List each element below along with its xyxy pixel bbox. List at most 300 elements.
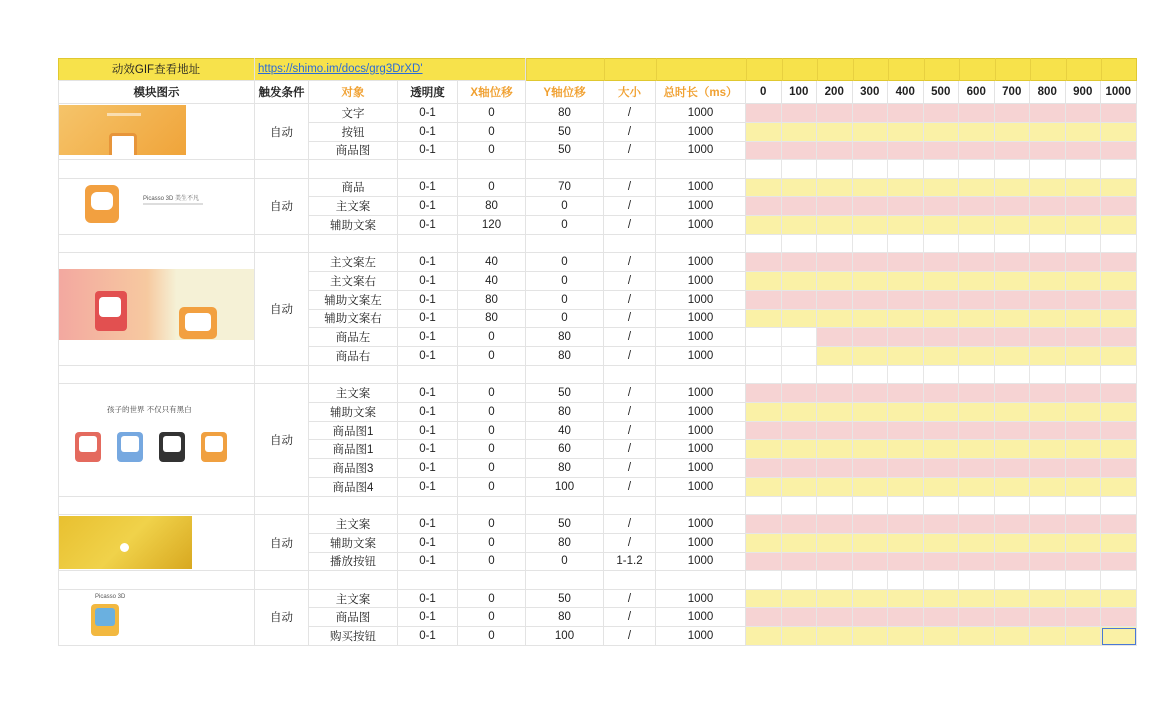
timeline-cell[interactable] [1066,123,1102,142]
timeline-cell[interactable] [817,347,853,366]
timeline-cell[interactable] [782,142,818,161]
timeline-cell[interactable] [782,235,818,253]
timeline-cell[interactable] [853,478,889,497]
cell-y-offset[interactable]: 50 [526,142,604,161]
cell-y-offset[interactable]: 80 [526,347,604,366]
cell-duration[interactable]: 1000 [656,347,746,366]
timeline-cell[interactable] [746,534,782,553]
timeline-cell[interactable] [959,310,995,329]
timeline-cell[interactable] [853,216,889,235]
timeline-cell[interactable] [924,253,960,272]
timeline-cell[interactable] [1030,515,1066,534]
timeline-cell[interactable] [995,440,1031,459]
cell-x-offset[interactable]: 0 [458,534,526,553]
timeline-cell[interactable] [1030,104,1066,123]
cell-opacity[interactable]: 0-1 [398,384,458,403]
timeline-cell[interactable] [853,142,889,161]
timeline-cell[interactable] [924,123,960,142]
timeline-cell[interactable] [853,553,889,572]
timeline-cell[interactable] [1066,142,1102,161]
cell-duration[interactable]: 1000 [656,123,746,142]
timeline-cell[interactable] [817,553,853,572]
timeline-cell[interactable] [853,608,889,627]
cell-size[interactable]: / [604,347,656,366]
timeline-cell[interactable] [1030,310,1066,329]
timeline-cell[interactable] [995,272,1031,291]
cell-x-offset[interactable]: 0 [458,403,526,422]
cell-y-offset[interactable]: 80 [526,608,604,627]
timeline-cell[interactable] [782,608,818,627]
timeline-cell[interactable] [924,534,960,553]
cell-duration[interactable]: 1000 [656,142,746,161]
cell-y-offset[interactable]: 80 [526,328,604,347]
timeline-cell[interactable] [746,608,782,627]
timeline-cell[interactable] [1101,104,1137,123]
timeline-cell[interactable] [959,160,995,178]
timeline-cell[interactable] [817,197,853,216]
timeline-cell[interactable] [959,179,995,198]
cell-size[interactable]: 1-1.2 [604,553,656,572]
timeline-cell[interactable] [959,291,995,310]
timeline-cell[interactable] [1066,291,1102,310]
cell-size[interactable]: / [604,216,656,235]
timeline-cell[interactable] [959,422,995,441]
timeline-cell[interactable] [924,216,960,235]
timeline-cell[interactable] [853,179,889,198]
timeline-cell[interactable] [1101,123,1137,142]
timeline-cell[interactable] [1066,384,1102,403]
timeline-cell[interactable] [995,253,1031,272]
timeline-cell[interactable] [888,366,924,384]
timeline-cell[interactable] [1066,497,1102,515]
timeline-cell[interactable] [1030,478,1066,497]
timeline-cell[interactable] [959,366,995,384]
cell-size[interactable]: / [604,478,656,497]
timeline-cell[interactable] [817,627,853,646]
timeline-cell[interactable] [782,497,818,515]
timeline-cell[interactable] [782,553,818,572]
timeline-cell[interactable] [1101,328,1137,347]
timeline-cell[interactable] [782,590,818,609]
timeline-cell[interactable] [817,403,853,422]
cell-opacity[interactable]: 0-1 [398,403,458,422]
cell-size[interactable]: / [604,328,656,347]
timeline-cell[interactable] [1030,347,1066,366]
timeline-cell[interactable] [924,497,960,515]
cell-size[interactable]: / [604,384,656,403]
timeline-cell[interactable] [924,608,960,627]
timeline-cell[interactable] [888,627,924,646]
timeline-cell[interactable] [924,179,960,198]
timeline-cell[interactable] [1101,179,1137,198]
timeline-cell[interactable] [924,366,960,384]
timeline-cell[interactable] [746,142,782,161]
timeline-cell[interactable] [1101,235,1137,253]
timeline-cell[interactable] [782,123,818,142]
timeline-cell[interactable] [853,571,889,589]
timeline-cell[interactable] [1066,104,1102,123]
timeline-cell[interactable] [782,627,818,646]
timeline-cell[interactable] [995,403,1031,422]
cell-opacity[interactable]: 0-1 [398,328,458,347]
cell-opacity[interactable]: 0-1 [398,534,458,553]
cell-object[interactable]: 商品图 [309,142,398,161]
timeline-cell[interactable] [888,478,924,497]
timeline-cell[interactable] [746,291,782,310]
cell-opacity[interactable]: 0-1 [398,142,458,161]
timeline-cell[interactable] [888,515,924,534]
cell-size[interactable]: / [604,310,656,329]
cell-x-offset[interactable]: 0 [458,142,526,161]
timeline-cell[interactable] [853,459,889,478]
timeline-cell[interactable] [995,590,1031,609]
cell-object[interactable]: 商品 [309,179,398,198]
cell-opacity[interactable]: 0-1 [398,104,458,123]
timeline-cell[interactable] [959,253,995,272]
timeline-cell[interactable] [853,328,889,347]
cell-opacity[interactable]: 0-1 [398,291,458,310]
cell-x-offset[interactable]: 120 [458,216,526,235]
timeline-cell[interactable] [817,478,853,497]
cell-object[interactable]: 主文案右 [309,272,398,291]
timeline-cell[interactable] [959,197,995,216]
timeline-cell[interactable] [1030,160,1066,178]
timeline-cell[interactable] [853,104,889,123]
cell-object[interactable]: 辅助文案左 [309,291,398,310]
timeline-cell[interactable] [924,478,960,497]
timeline-cell[interactable] [1030,253,1066,272]
timeline-cell[interactable] [1101,366,1137,384]
cell-duration[interactable]: 1000 [656,291,746,310]
timeline-cell[interactable] [1066,459,1102,478]
cell-y-offset[interactable]: 0 [526,253,604,272]
cell-x-offset[interactable]: 80 [458,197,526,216]
cell-opacity[interactable]: 0-1 [398,478,458,497]
timeline-cell[interactable] [1030,123,1066,142]
timeline-cell[interactable] [1030,534,1066,553]
timeline-cell[interactable] [817,310,853,329]
timeline-cell[interactable] [1101,142,1137,161]
timeline-cell[interactable] [1101,608,1137,627]
timeline-cell[interactable] [1066,216,1102,235]
timeline-cell[interactable] [924,571,960,589]
cell-x-offset[interactable]: 0 [458,478,526,497]
timeline-cell[interactable] [995,534,1031,553]
cell-duration[interactable]: 1000 [656,253,746,272]
cell-x-offset[interactable]: 0 [458,553,526,572]
cell-object[interactable]: 商品图1 [309,440,398,459]
timeline-cell[interactable] [782,347,818,366]
cell-x-offset[interactable]: 80 [458,310,526,329]
timeline-cell[interactable] [1066,440,1102,459]
timeline-cell[interactable] [746,571,782,589]
timeline-cell[interactable] [1066,347,1102,366]
cell-y-offset[interactable]: 60 [526,440,604,459]
cell-duration[interactable]: 1000 [656,515,746,534]
timeline-cell[interactable] [888,104,924,123]
cell-object[interactable]: 主文案 [309,384,398,403]
cell-duration[interactable]: 1000 [656,328,746,347]
timeline-cell[interactable] [959,553,995,572]
timeline-cell[interactable] [1030,553,1066,572]
cell-duration[interactable]: 1000 [656,272,746,291]
timeline-cell[interactable] [782,272,818,291]
timeline-cell[interactable] [995,160,1031,178]
timeline-cell[interactable] [817,123,853,142]
timeline-cell[interactable] [888,235,924,253]
timeline-cell[interactable] [1101,553,1137,572]
timeline-cell[interactable] [888,216,924,235]
timeline-cell[interactable] [924,553,960,572]
timeline-cell[interactable] [1030,590,1066,609]
cell-object[interactable]: 商品图3 [309,459,398,478]
timeline-cell[interactable] [1066,571,1102,589]
cell-size[interactable]: / [604,515,656,534]
timeline-cell[interactable] [1066,403,1102,422]
timeline-cell[interactable] [782,422,818,441]
timeline-cell[interactable] [1101,272,1137,291]
timeline-cell[interactable] [995,608,1031,627]
cell-x-offset[interactable]: 0 [458,515,526,534]
cell-y-offset[interactable]: 0 [526,291,604,310]
timeline-cell[interactable] [1066,422,1102,441]
cell-duration[interactable]: 1000 [656,440,746,459]
timeline-cell[interactable] [746,235,782,253]
cell-size[interactable]: / [604,403,656,422]
timeline-cell[interactable] [888,403,924,422]
timeline-cell[interactable] [959,403,995,422]
cell-y-offset[interactable]: 40 [526,422,604,441]
cell-duration[interactable]: 1000 [656,197,746,216]
cell-opacity[interactable]: 0-1 [398,272,458,291]
cell-y-offset[interactable]: 0 [526,310,604,329]
timeline-cell[interactable] [924,440,960,459]
timeline-cell[interactable] [995,347,1031,366]
cell-x-offset[interactable]: 40 [458,253,526,272]
cell-size[interactable]: / [604,253,656,272]
timeline-cell[interactable] [1030,627,1066,646]
timeline-cell[interactable] [959,459,995,478]
cell-object[interactable]: 文字 [309,104,398,123]
cell-x-offset[interactable]: 0 [458,422,526,441]
timeline-cell[interactable] [888,459,924,478]
timeline-cell[interactable] [995,627,1031,646]
timeline-cell[interactable] [959,497,995,515]
timeline-cell[interactable] [1030,197,1066,216]
cell-opacity[interactable]: 0-1 [398,515,458,534]
timeline-cell[interactable] [1066,478,1102,497]
timeline-cell[interactable] [782,366,818,384]
cell-opacity[interactable]: 0-1 [398,179,458,198]
cell-y-offset[interactable]: 80 [526,459,604,478]
timeline-cell[interactable] [1030,440,1066,459]
timeline-cell[interactable] [1101,571,1137,589]
timeline-cell[interactable] [888,571,924,589]
cell-object[interactable]: 辅助文案 [309,534,398,553]
timeline-cell[interactable] [746,310,782,329]
timeline-cell[interactable] [1101,253,1137,272]
timeline-cell[interactable] [1030,403,1066,422]
cell-y-offset[interactable]: 50 [526,123,604,142]
timeline-cell[interactable] [853,627,889,646]
cell-object[interactable]: 商品右 [309,347,398,366]
timeline-cell[interactable] [1066,160,1102,178]
timeline-cell[interactable] [817,590,853,609]
timeline-cell[interactable] [995,497,1031,515]
cell-duration[interactable]: 1000 [656,179,746,198]
timeline-cell[interactable] [853,310,889,329]
timeline-cell[interactable] [959,478,995,497]
timeline-cell[interactable] [746,104,782,123]
trigger-cell[interactable]: 自动 [255,179,309,235]
cell-object[interactable]: 主文案 [309,590,398,609]
cell-y-offset[interactable]: 100 [526,627,604,646]
timeline-cell[interactable] [959,235,995,253]
cell-object[interactable]: 商品左 [309,328,398,347]
timeline-cell[interactable] [817,328,853,347]
timeline-cell[interactable] [888,123,924,142]
timeline-cell[interactable] [959,384,995,403]
cell-object[interactable]: 播放按钮 [309,553,398,572]
timeline-cell[interactable] [959,123,995,142]
cell-x-offset[interactable]: 0 [458,608,526,627]
timeline-cell[interactable] [853,534,889,553]
cell-duration[interactable]: 1000 [656,534,746,553]
timeline-cell[interactable] [995,515,1031,534]
timeline-cell[interactable] [746,553,782,572]
timeline-cell[interactable] [959,347,995,366]
timeline-cell[interactable] [888,253,924,272]
trigger-cell[interactable]: 自动 [255,515,309,571]
timeline-cell[interactable] [888,590,924,609]
timeline-cell[interactable] [888,310,924,329]
cell-size[interactable]: / [604,534,656,553]
cell-y-offset[interactable]: 0 [526,272,604,291]
timeline-cell[interactable] [1030,571,1066,589]
timeline-cell[interactable] [1030,608,1066,627]
timeline-cell[interactable] [1101,216,1137,235]
timeline-cell[interactable] [924,515,960,534]
cell-duration[interactable]: 1000 [656,384,746,403]
cell-x-offset[interactable]: 0 [458,627,526,646]
timeline-cell[interactable] [1101,160,1137,178]
timeline-cell[interactable] [853,384,889,403]
cell-y-offset[interactable]: 50 [526,515,604,534]
cell-duration[interactable]: 1000 [656,459,746,478]
timeline-cell[interactable] [746,328,782,347]
timeline-cell[interactable] [959,608,995,627]
cell-y-offset[interactable]: 0 [526,197,604,216]
cell-size[interactable]: / [604,627,656,646]
timeline-cell[interactable] [888,179,924,198]
cell-object[interactable]: 商品图4 [309,478,398,497]
timeline-cell[interactable] [924,384,960,403]
cell-x-offset[interactable]: 80 [458,291,526,310]
timeline-cell[interactable] [924,104,960,123]
timeline-cell[interactable] [1066,235,1102,253]
cell-duration[interactable]: 1000 [656,627,746,646]
timeline-cell[interactable] [959,440,995,459]
timeline-cell[interactable] [995,328,1031,347]
timeline-cell[interactable] [746,459,782,478]
timeline-cell[interactable] [924,160,960,178]
timeline-cell[interactable] [817,571,853,589]
timeline-cell[interactable] [888,440,924,459]
timeline-cell[interactable] [995,123,1031,142]
timeline-cell[interactable] [853,403,889,422]
timeline-cell[interactable] [746,478,782,497]
timeline-cell[interactable] [924,235,960,253]
cell-x-offset[interactable]: 0 [458,104,526,123]
timeline-cell[interactable] [1101,459,1137,478]
cell-object[interactable]: 商品图1 [309,422,398,441]
spreadsheet[interactable] [58,58,1137,646]
timeline-cell[interactable] [1101,440,1137,459]
timeline-cell[interactable] [1066,328,1102,347]
cell-object[interactable]: 按钮 [309,123,398,142]
cell-opacity[interactable]: 0-1 [398,459,458,478]
cell-size[interactable]: / [604,142,656,161]
timeline-cell[interactable] [995,142,1031,161]
timeline-cell[interactable] [746,197,782,216]
cell-x-offset[interactable]: 0 [458,384,526,403]
timeline-cell[interactable] [959,515,995,534]
cell-x-offset[interactable]: 0 [458,440,526,459]
cell-size[interactable]: / [604,440,656,459]
timeline-cell[interactable] [924,627,960,646]
cell-size[interactable]: / [604,590,656,609]
cell-y-offset[interactable]: 0 [526,216,604,235]
timeline-cell[interactable] [1101,515,1137,534]
cell-x-offset[interactable]: 0 [458,347,526,366]
cell-object[interactable]: 辅助文案 [309,216,398,235]
timeline-cell[interactable] [746,403,782,422]
timeline-cell[interactable] [1066,253,1102,272]
timeline-cell[interactable] [1066,553,1102,572]
timeline-cell[interactable] [888,197,924,216]
timeline-cell[interactable] [924,590,960,609]
cell-opacity[interactable]: 0-1 [398,553,458,572]
cell-object[interactable]: 主文案 [309,515,398,534]
cell-x-offset[interactable]: 0 [458,328,526,347]
cell-opacity[interactable]: 0-1 [398,310,458,329]
timeline-cell[interactable] [924,347,960,366]
cell-size[interactable]: / [604,104,656,123]
timeline-cell[interactable] [746,123,782,142]
timeline-cell[interactable] [924,459,960,478]
timeline-cell[interactable] [853,272,889,291]
timeline-cell[interactable] [1066,627,1102,646]
timeline-cell[interactable] [782,197,818,216]
cell-y-offset[interactable]: 70 [526,179,604,198]
cell-opacity[interactable]: 0-1 [398,123,458,142]
timeline-cell[interactable] [853,497,889,515]
timeline-cell[interactable] [888,328,924,347]
timeline-cell[interactable] [817,440,853,459]
timeline-cell[interactable] [782,310,818,329]
cell-duration[interactable]: 1000 [656,403,746,422]
timeline-cell[interactable] [782,478,818,497]
timeline-cell[interactable] [817,235,853,253]
cell-duration[interactable]: 1000 [656,216,746,235]
cell-opacity[interactable]: 0-1 [398,627,458,646]
cell-size[interactable]: / [604,459,656,478]
timeline-cell[interactable] [959,216,995,235]
timeline-cell[interactable] [1030,366,1066,384]
timeline-cell[interactable] [782,160,818,178]
timeline-cell[interactable] [888,272,924,291]
timeline-cell[interactable] [1066,197,1102,216]
